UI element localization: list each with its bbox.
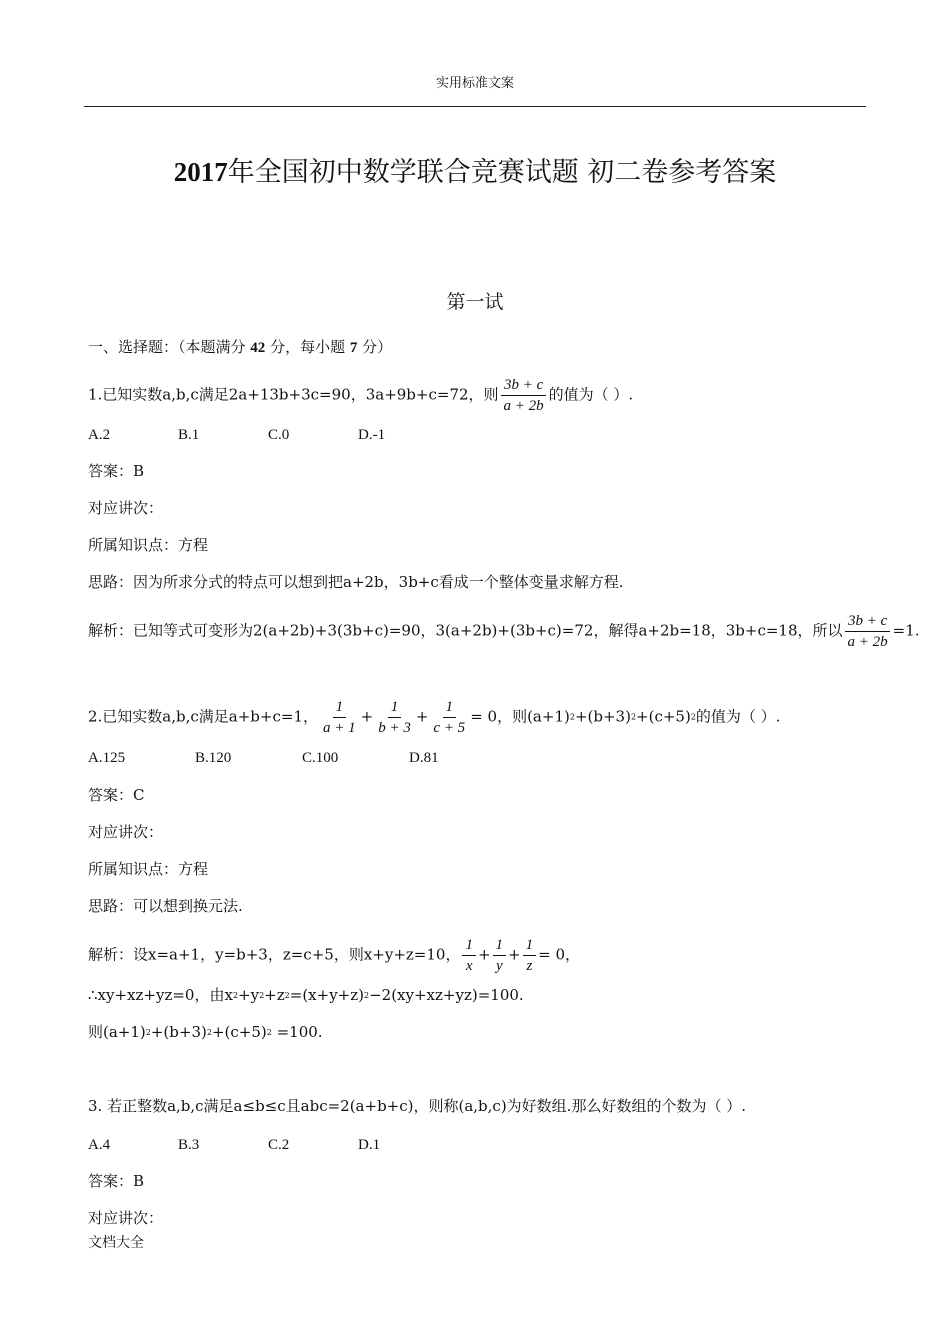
q1-thinking: 思路：因为所求分式的特点可以想到把a+2b，3b+c看成一个整体变量求解方程. [88,573,624,591]
q3-lecture: 对应讲次： [88,1209,164,1227]
section-title: 第一试 [446,291,504,313]
q3-option-a: A.4 [88,1137,111,1153]
document-title [0,150,950,189]
q1-options [88,424,385,445]
q2-option-d: D.81 [409,750,439,766]
q1-analysis: 解析：已知等式可变形为2(a+2b)+3(3b+c)=90，3(a+2b)+(3b+c)=72，解得a+2b=18，3b+c=18，所以 $\frac{3b + c}{a + 2b}$ =1. [88,613,920,650]
q2-analysis: 解析：设x=a+1，y=b+3，z=c+5，则x+y+z=10， $\frac{1}{x}$ + $\frac{1}{y}$ + $\frac{1}{z}$ = 0， [88,937,580,974]
page-footer: 文档大全 [88,1235,144,1251]
q2-stem: 2.已知实数a,b,c满足a+b+c=1， $\frac{1}{a + 1}$ + $\frac{1}{b + 3}$ + $\frac{1}{c + 5}$ = 0，则(a+1)2+(b+3)2+(c+5)2的值为（ ）. [88,699,781,736]
q3-options [88,1134,380,1155]
q2-knowledge: 所属知识点：方程 [88,860,209,878]
q3-option-d: D.1 [358,1137,381,1153]
part1-heading: 一、选择题：（本题满分 42 分，每小题 7 分） [88,338,393,356]
q1-fraction: $\frac{3b + c}{a + 2b}$ [501,376,547,415]
q1-stem: 1.已知实数a,b,c满足2a+13b+3c=90，3a+9b+c=72，则 $\frac{3b + c}{a + 2b}$ 的值为（ ）. [88,377,634,414]
q2-fraction-3: $\frac{1}{c + 5}$ [433,699,466,736]
q2-lecture: 对应讲次： [88,823,164,841]
header-rule [84,106,866,107]
q2-fraction-2: $\frac{1}{b + 3}$ [378,699,411,736]
q2-option-c: C.100 [302,750,339,766]
q2-thinking: 思路：可以想到换元法. [88,897,243,915]
q1-knowledge: 所属知识点：方程 [88,536,209,554]
q2-option-b: B.120 [195,750,232,766]
total-score: 42 [250,340,266,356]
q3-stem: 3. 若正整数a,b,c满足a≤b≤c且abc=2(a+b+c)，则称(a,b,c)为好数组.那么好数组的个数为（ ）. [88,1097,746,1115]
q2-analysis-fraction-y: $\frac{1}{y}$ [493,936,507,975]
title-text: 年全国初中数学联合竞赛试题 初二卷参考答案 [227,157,777,188]
q1-option-c: C.0 [268,427,290,443]
page-header: 实用标准文案 [435,76,514,91]
q2-fraction-1: $\frac{1}{a + 1}$ [323,699,356,736]
q1-option-b: B.1 [178,427,200,443]
q2-analysis-line2: ∴xy+xz+yz=0，由x2+y2+z2=(x+y+z)2−2(xy+xz+yz)=100. [88,986,524,1004]
q1-option-d: D.-1 [358,427,386,443]
q1-option-a: A.2 [88,427,111,443]
q2-options [88,747,439,768]
q2-analysis-fraction-z: $\frac{1}{z}$ [523,936,537,975]
q3-answer: 答案：B [88,1172,145,1190]
each-score: 7 [349,340,358,356]
q1-answer: 答案：B [88,462,145,480]
q2-analysis-fraction-x: $\frac{1}{x}$ [462,936,476,975]
q2-answer: 答案：C [88,786,145,804]
q2-option-a: A.125 [88,750,126,766]
q1-analysis-fraction: $\frac{3b + c}{a + 2b}$ [845,612,891,651]
title-year: 2017 [173,157,228,187]
q3-option-c: C.2 [268,1137,290,1153]
q3-option-b: B.3 [178,1137,200,1153]
q1-lecture: 对应讲次： [88,499,164,517]
q2-analysis-line3: 则(a+1)2+(b+3)2+(c+5)2 =100. [88,1023,323,1041]
